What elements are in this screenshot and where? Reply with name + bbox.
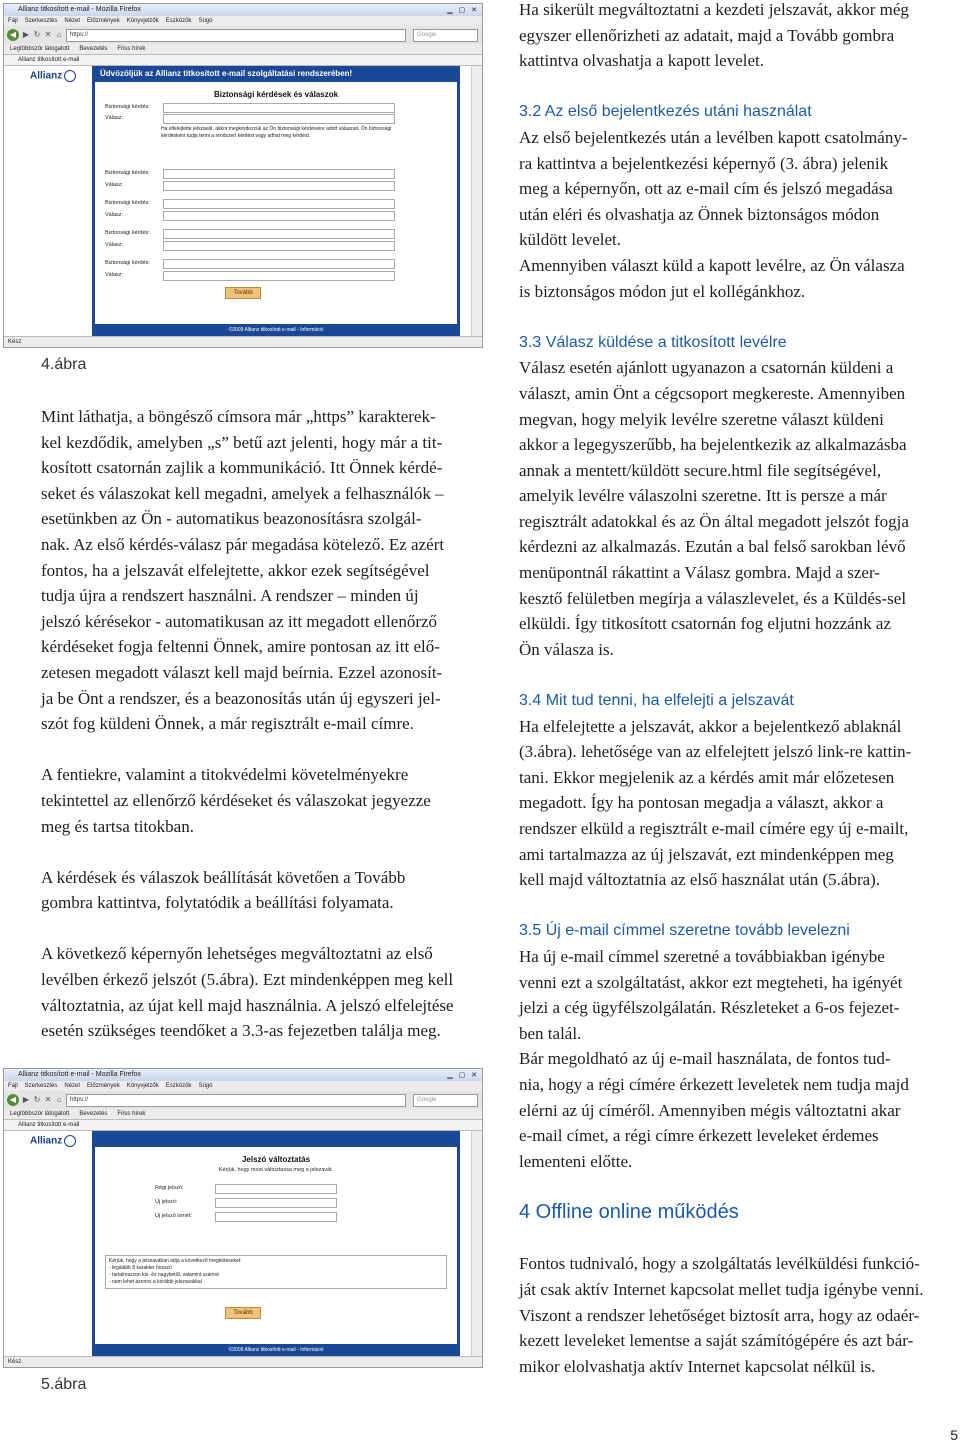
text-line: amelyik levélre válaszolni szeretne. Itt is persze a már	[519, 486, 887, 506]
text-line: lementeni előtte.	[519, 1151, 633, 1171]
security-question-label: Biztonsági kérdés:	[105, 260, 150, 266]
section-3-2-heading: 3.2 Az első bejelentkezés utáni használat	[519, 103, 812, 121]
menu-item[interactable]: Fájl	[8, 18, 18, 24]
section-3-4-text	[519, 714, 959, 893]
menu-item[interactable]: Eszközök	[165, 1083, 192, 1089]
right-column-text	[519, 0, 959, 1379]
bookmark-item[interactable]: Bevezetés	[79, 46, 108, 52]
text-line: Az első bejelentkezés után a levélben kapott csatolmány-	[519, 127, 908, 147]
text-line: ját csak aktív Internet kapcsolat mellet tudja igénybe venni.	[519, 1279, 924, 1299]
section-3-3-heading: 3.3 Válasz küldése a titkosított levélre	[519, 333, 787, 351]
text-line: Mint láthatja, a böngésző címsora már „https” karakterek-	[41, 407, 436, 426]
section-3-2-text	[519, 125, 959, 304]
bookmark-item[interactable]: Friss hírek	[117, 46, 146, 52]
password-label: Új jelszó ismét:	[155, 1213, 192, 1219]
text-line: kattintva olvashatja a kapott levelet.	[519, 51, 764, 71]
text-line: akkor a legegyszerűbb, ha bejelentkezik az alkalmazásba	[519, 435, 907, 455]
password-input[interactable]	[215, 1184, 337, 1194]
forward-icon[interactable]: ▶	[22, 30, 30, 39]
password-label: Új jelszó:	[155, 1199, 178, 1205]
text-line: esetén szükséges teendőket a 3.3-as fejezetben találja meg.	[41, 1021, 441, 1041]
text-line: menüpontnál rákattint a Válasz gombra. Majd a szer-	[519, 563, 880, 583]
browser-tab[interactable]: Allianz titkosított e-mail	[4, 55, 482, 66]
menu-item[interactable]: Könyvjelzők	[126, 1083, 159, 1089]
paragraph	[41, 762, 485, 839]
section-4-text	[519, 1251, 959, 1379]
menu-item[interactable]: Szerkesztés	[24, 1083, 58, 1089]
browser-title-bar	[4, 1069, 482, 1081]
window-controls[interactable]: ▁ ▢ ✕	[447, 1072, 479, 1079]
section-3-4-heading: 3.4 Mit tud tenni, ha elfelejti a jelszavát	[519, 692, 794, 710]
text-line: tekintettel az ellenőrző kérdéseket és válaszokat jegyezze	[41, 790, 431, 810]
back-icon[interactable]: ◀	[7, 29, 19, 41]
security-questions-form	[95, 82, 457, 324]
stop-icon[interactable]: ✕	[44, 1095, 52, 1104]
web-page	[4, 66, 482, 336]
form-title: Biztonsági kérdések és válaszok	[213, 90, 339, 99]
intro-paragraph	[519, 0, 959, 74]
text-line: annak a mentett/küldött secure.html file segítségével,	[519, 460, 882, 480]
page-footer: ©2009 Allianz titkosított e-mail - Információ	[228, 327, 324, 333]
scrollbar[interactable]	[471, 66, 482, 336]
text-line: ami tartalmazza az új jelszavát, ezt mindenképpen meg	[519, 844, 894, 864]
text-line: Ha elfelejtette a jelszavát, akkor a bejelentkező ablaknál	[519, 716, 902, 736]
menu-item[interactable]: Nézet	[64, 1083, 81, 1089]
security-question-input[interactable]	[163, 103, 395, 113]
form-note: Ha elfelejtette jelszavát, akkor megkérdezzük az Ön biztonsági kérdéseire adott válaszait. Ön biztonsági kérdésként tudja tenni a rendszert kérdést vagy adhat meg kérdést.	[161, 126, 392, 139]
section-3-3-text	[519, 355, 959, 662]
text-line: megvan, hogy melyik levélre szeretne választ küldeni	[519, 409, 884, 429]
password-input[interactable]	[215, 1198, 337, 1208]
page-sidebar	[4, 1131, 92, 1356]
text-line: zetesen megadott választ kell majd beírnia. Ezzel azonosít-	[41, 662, 443, 682]
allianz-logo	[30, 70, 76, 82]
next-button[interactable]: Tovább	[225, 287, 261, 299]
forward-icon[interactable]: ▶	[22, 1095, 30, 1104]
text-line: Ön válasza is.	[519, 639, 614, 659]
figure-5-screenshot	[3, 1068, 483, 1368]
text-line: tani. Ekkor megjelenik az a kérdés amit már előzetesen	[519, 767, 895, 787]
text-line: Amennyiben választ küld a kapott levélre, az Ön válasza	[519, 255, 905, 275]
text-line: gombra kattintva, folytatódik a beállítási folyamata.	[41, 893, 394, 913]
bookmarks-bar	[4, 1109, 482, 1120]
window-controls[interactable]: ▁ ▢ ✕	[447, 7, 479, 14]
security-question-input[interactable]	[163, 259, 395, 269]
text-line: jelszó kérésekor - automatikusan az itt megadott ellenőrző	[41, 611, 438, 631]
text-line: levélben érkező jelszót (5.ábra). Ezt mindenképpen meg kell	[41, 970, 454, 990]
answer-label: Válasz:	[105, 212, 124, 218]
text-line: esetünkben az Ön - automatikus beazonosításra szolgál-	[41, 509, 422, 529]
search-box[interactable]: Google	[413, 29, 478, 42]
answer-label: Válasz:	[105, 115, 124, 121]
text-line: meg a képernyőn, ott az e-mail cím és jelszó megadása	[519, 179, 893, 199]
menu-item[interactable]: Előzmények	[87, 18, 120, 24]
next-button[interactable]: Tovább	[225, 1307, 261, 1319]
allianz-logo	[30, 1135, 76, 1147]
menu-item[interactable]: Eszközök	[165, 18, 192, 24]
password-rule: - legalább 8 karakter hosszú	[109, 1265, 172, 1271]
text-line: ja be Önt a rendszer, és a beazonosítás után új egyszeri jel-	[41, 688, 441, 708]
text-line: elérni az új címéről. Amennyiben mégis változtatni akar	[519, 1100, 901, 1120]
text-line: elküldi. Így titkosított csatornán fog eljutni hozzánk az	[519, 614, 892, 634]
bookmarks-bar	[4, 44, 482, 55]
stop-icon[interactable]: ✕	[44, 30, 52, 39]
text-line: választ, amin Önt a cégcsoport megkereste. Amennyiben	[519, 383, 906, 403]
menu-item[interactable]: Szerkesztés	[24, 18, 58, 24]
page-main	[92, 66, 460, 336]
text-line: Fontos tudnivaló, hogy a szolgáltatás levélküldési funkció-	[519, 1254, 920, 1274]
back-icon[interactable]: ◀	[7, 1094, 19, 1106]
reload-icon[interactable]: ↻	[33, 30, 41, 39]
password-rules-box	[105, 1255, 447, 1289]
menu-item[interactable]: Nézet	[64, 18, 81, 24]
text-line: egyszer ellenőrizheti az adatait, majd a Tovább gombra	[519, 25, 895, 45]
menu-item[interactable]: Fájl	[8, 1083, 18, 1089]
text-line: venni ezt a szolgáltatást, akkor ezt megteheti, ha igényét	[519, 972, 903, 992]
figure-4-screenshot	[3, 3, 483, 348]
menu-item[interactable]: Súgó	[198, 18, 213, 24]
section-3-5-text	[519, 944, 959, 1174]
figure-5-caption: 5.ábra	[41, 1376, 87, 1393]
text-line: ra kattintva a bejelentkezési képernyő (3. ábra) jelenik	[519, 153, 889, 173]
password-label: Régi jelszó:	[155, 1185, 184, 1191]
page-footer: ©2009 Allianz titkosított e-mail - Információ	[228, 1347, 324, 1353]
menu-item[interactable]: Előzmények	[87, 1083, 120, 1089]
form-subtitle: Kérjük, hogy most változtassa meg a jelszavát.	[218, 1167, 334, 1173]
text-line: Viszont a rendszer lehetőséget biztosít arra, hogy az odaér-	[519, 1305, 920, 1325]
answer-label: Válasz:	[105, 242, 124, 248]
bookmark-item[interactable]: Legtöbbször látogatott	[10, 46, 70, 52]
browser-menu-bar	[4, 1081, 482, 1091]
browser-title-bar	[4, 4, 482, 16]
text-line: A következő képernyőn lehetséges megváltoztatni az első	[41, 944, 433, 964]
text-line: A kérdések és válaszok beállítását követően a Tovább	[41, 867, 406, 887]
text-line: regisztrált adatokkal és az Ön által megadott jelszót fogja	[519, 511, 909, 531]
page-number: 5	[950, 1427, 958, 1443]
text-line: meg és tartsa titokban.	[41, 816, 194, 836]
text-line: tudja újra a rendszert használni. A rendszer – minden új	[41, 586, 419, 606]
security-question-input[interactable]	[163, 229, 395, 239]
text-line: szót fog küldeni Önnek, a már regisztrált e-mail címre.	[41, 714, 414, 734]
text-line: (3.ábra). lehetősége van az elfelejtett jelszó link-re kattin-	[519, 742, 912, 762]
browser-tab[interactable]: Allianz titkosított e-mail	[4, 1120, 482, 1131]
text-line: kosított csatornán zajlik a kommunikáció. Itt Önnek kérdé-	[41, 458, 443, 478]
browser-nav-bar	[4, 26, 482, 44]
paragraph	[41, 865, 485, 916]
welcome-banner: Üdvözöljük az Allianz titkosított e-mail szolgáltatási rendszerében!	[100, 69, 353, 78]
text-line: kesztő felületben megírja a válaszlevelet, és a Küldés-sel	[519, 588, 907, 608]
page-main	[92, 1131, 460, 1356]
answer-label: Válasz:	[105, 272, 124, 278]
welcome-banner	[92, 1131, 460, 1147]
text-line: nak. Az első kérdés-válasz pár megadása kötelező. Ez azért	[41, 534, 445, 554]
text-line: ben talál.	[519, 1023, 582, 1043]
security-question-label: Biztonsági kérdés:	[105, 200, 150, 206]
password-rule: - tartalmazzon kis- és nagybetűt, valamint számot	[109, 1272, 219, 1278]
page-sidebar	[4, 66, 92, 336]
text-line: megadott. Így ha pontosan megadja a választ, akkor a	[519, 793, 884, 813]
left-column-text	[41, 404, 485, 1044]
text-line: jelzi a cég ügyfélszolgálatán. Részleteket a 6-os fejezet-	[519, 998, 900, 1018]
security-question-label: Biztonsági kérdés:	[105, 170, 150, 176]
text-line: Válasz esetén ajánlott ugyanazon a csatornán küldeni a	[519, 358, 894, 378]
search-box[interactable]: Google	[413, 1094, 478, 1107]
security-question-label: Biztonsági kérdés:	[105, 230, 150, 236]
figure-4-caption: 4.ábra	[41, 356, 87, 373]
section-3-5-heading: 3.5 Új e-mail címmel szeretne tovább levelezni	[519, 922, 850, 940]
text-line: e-mail címet, a régi címre érkezett leveleket érdemes	[519, 1126, 879, 1146]
logo-text: Allianz	[30, 1135, 63, 1147]
answer-input[interactable]	[163, 211, 395, 221]
text-line: küldött levelet.	[519, 230, 621, 250]
text-line: nia, hogy a régi címére érkezett leveletek nem tudja majd	[519, 1074, 909, 1094]
section-4-heading: 4 Offline online működés	[519, 1201, 739, 1224]
security-question-label: Biztonsági kérdés:	[105, 104, 150, 110]
text-line: mikor elolvashatja aktív Internet kapcsolat nélkül is.	[519, 1356, 876, 1376]
text-line: Ha új e-mail címmel szeretné a továbbiakban igénybe	[519, 946, 885, 966]
text-line: kérdezni az alkalmazás. Ezután a bal felső sarokban lévő	[519, 537, 906, 557]
window-title: Allianz titkosított e-mail - Mozilla Firefox	[18, 1071, 141, 1078]
security-question-input[interactable]	[163, 169, 395, 179]
scrollbar[interactable]	[471, 1131, 482, 1356]
password-change-form	[95, 1147, 457, 1344]
allianz-eagle-icon	[64, 70, 76, 82]
answer-input[interactable]	[163, 181, 395, 191]
bookmark-item[interactable]: Bevezetés	[79, 1111, 108, 1117]
text-line: kérdéseket fogja feltenni Önnek, amire pontosan az itt elő-	[41, 637, 440, 657]
bookmark-item[interactable]: Legtöbbször látogatott	[10, 1111, 70, 1117]
web-page	[4, 1131, 482, 1356]
allianz-eagle-icon	[64, 1135, 76, 1147]
text-line: kel kezdődik, amelyben „s” betű azt jelenti, hogy már a tit-	[41, 432, 443, 452]
paragraph	[41, 941, 485, 1043]
password-input[interactable]	[215, 1212, 337, 1222]
paragraph	[41, 404, 485, 737]
text-line: is biztonságos módon jut el kollégánkhoz.	[519, 281, 806, 301]
home-icon[interactable]: ⌂	[56, 30, 62, 39]
home-icon[interactable]: ⌂	[56, 1095, 62, 1104]
browser-menu-bar	[4, 16, 482, 26]
answer-input[interactable]	[163, 271, 395, 281]
answer-label: Válasz:	[105, 182, 124, 188]
text-line: rendszer elküld a regisztrált e-mail címére egy új e-mailt,	[519, 819, 909, 838]
address-bar[interactable]: https://	[66, 1094, 406, 1107]
form-title: Jelszó változtatás	[241, 1155, 311, 1164]
status-bar: Kész	[4, 336, 482, 347]
status-bar: Kész	[4, 1356, 482, 1367]
text-line: seket és válaszokat kell megadni, amelyek a felhasználók –	[41, 483, 444, 503]
answer-input[interactable]	[163, 114, 395, 124]
text-line: kezett leveleket lementse a saját számítógépére és azt bár-	[519, 1331, 914, 1351]
menu-item[interactable]: Súgó	[198, 1083, 213, 1089]
text-line: Ha sikerült megváltoztatni a kezdeti jelszavát, akkor még	[519, 0, 909, 19]
browser-nav-bar	[4, 1091, 482, 1109]
window-title: Allianz titkosított e-mail - Mozilla Firefox	[18, 6, 141, 13]
answer-input[interactable]	[163, 241, 395, 251]
text-line: kell majd változtatnia az első használat után (5.ábra).	[519, 870, 881, 890]
password-rule: - nem lehet azonos a korábbi jelszavakkal	[109, 1279, 202, 1285]
security-question-input[interactable]	[163, 199, 395, 209]
menu-item[interactable]: Könyvjelzők	[126, 18, 159, 24]
reload-icon[interactable]: ↻	[33, 1095, 41, 1104]
text-line: Bár megoldható az új e-mail használata, de fontos tud-	[519, 1049, 891, 1069]
text-line: változtatnia, az újat kell majd használnia. A jelszó elfelejtése	[41, 995, 454, 1015]
text-line: A fentiekre, valamint a titokvédelmi követelményekre	[41, 765, 409, 785]
text-line: fontos, ha a jelszavát elfelejtette, akkor ezek segítségével	[41, 560, 430, 580]
password-rule: Kérjük, hogy a jelszavában adja a következő megkötéseket:	[109, 1258, 242, 1264]
text-line: után eléri és olvashatja az Önnek biztonságos módon	[519, 204, 880, 224]
bookmark-item[interactable]: Friss hírek	[117, 1111, 146, 1117]
logo-text: Allianz	[30, 70, 63, 82]
address-bar[interactable]: https://	[66, 29, 406, 42]
